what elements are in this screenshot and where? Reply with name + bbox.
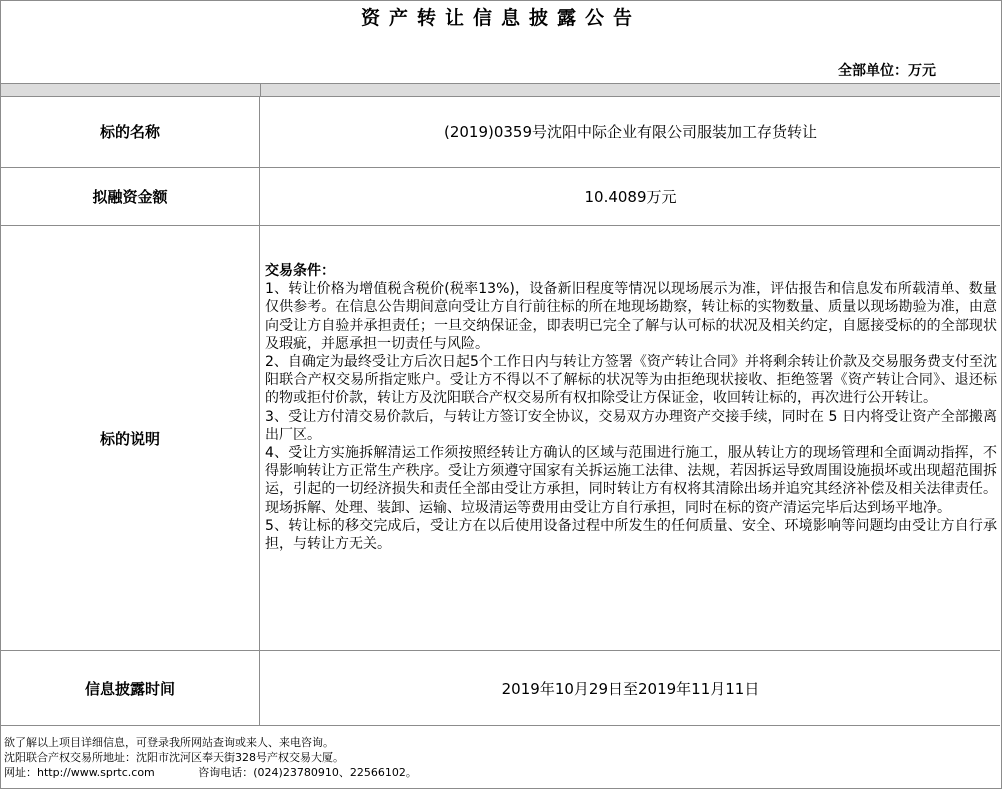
footer-address: 沈阳联合产权交易所地址：沈阳市沈河区奉天街328号产权交易大厦。 [4, 751, 344, 764]
footer-inquiry: 欲了解以上项目详细信息，可登录我所网站查询或来人、来电咨询。 [4, 736, 334, 749]
row-financing-amount [1, 168, 1000, 226]
footer-info [4, 735, 417, 780]
footer-website-link[interactable]: 网址：http://www.sprtc.com [4, 766, 155, 779]
financing-amount-label: 拟融资金额 [1, 168, 260, 225]
header-separator [260, 84, 261, 96]
target-description-text [265, 262, 997, 553]
disclosure-time-label: 信息披露时间 [1, 651, 260, 725]
target-description-label: 标的说明 [1, 226, 260, 650]
row-target-name [1, 96, 1000, 168]
condition-item-5: 5、转让标的移交完成后，受让方在以后使用设备过程中所发生的任何质量、安全、环境影响等问题均由受让方自行承担，与转让方无关。 [265, 517, 997, 553]
unit-note: 全部单位：万元 [838, 63, 936, 79]
disclosure-time-value: 2019年10月29日至2019年11月11日 [501, 679, 760, 698]
page-title: 资产转让信息披露公告 [360, 7, 641, 29]
trade-conditions-heading: 交易条件： [265, 263, 335, 279]
target-name-value: (2019)0359号沈阳中际企业有限公司服装加工存货转让 [443, 123, 818, 141]
condition-item-3: 3、受让方付清交易价款后，与转让方签订安全协议，交易双方办理资产交接手续，同时在 5 日内将受让资产全部搬离出厂区。 [265, 408, 997, 443]
row-disclosure-time [1, 651, 1000, 726]
condition-item-2: 2、自确定为最终受让方后次日起5个工作日内与转让方签署《资产转让合同》并将剩余转让价款及交易服务费支付至沈阳联合产权交易所指定账户。受让方不得以不了解标的状况等为由拒绝现状接收、拒绝签署《资产转让合同》、退还标的物或拒付价款，转让方及沈阳联合产权交易所有权扣除受让方保证金，收回转让标的，再次进行公开转让。 [265, 354, 997, 407]
condition-item-4: 4、受让方实施拆解清运工作须按照经转让方确认的区域与范围进行施工，服从转让方的现场管理和全面调动指挥，不得影响转让方正常生产秩序。受让方须遵守国家有关拆运施工法律、法规，若因拆运导致周围设施损坏或出现超范围拆运，引起的一切经济损失和责任全部由受让方承担，同时转让方有权将其清除出场并追究其经济补偿及相关法律责任。现场拆解、处理、装卸、运输、垃圾清运等费用由受让方自行承担，同时在标的资产清运完毕后达到场平地净。 [265, 445, 997, 516]
footer-phone: 咨询电话：(024)23780910、22566102。 [198, 766, 417, 779]
condition-item-1: 1、转让价格为增值税含税价(税率13%)，设备新旧程度等情况以现场展示为准，评估报告和信息发布所载清单、数量仅供参考。在信息公告期间意向受让方自行前往标的所在地现场勘察，转让标的实物数量、质量以现场勘验为准，由意向受让方自验并承担责任；一旦交纳保证金，即表明已完全了解与认可标的状况及相关约定，自愿接受标的的全部现状及瑕疵，并愿承担一切责任与风险。 [265, 281, 997, 352]
footer-contact [4, 765, 417, 780]
table-header-band [1, 83, 1000, 97]
financing-amount-value: 10.4089万元 [584, 188, 677, 206]
target-name-label: 标的名称 [1, 96, 260, 167]
